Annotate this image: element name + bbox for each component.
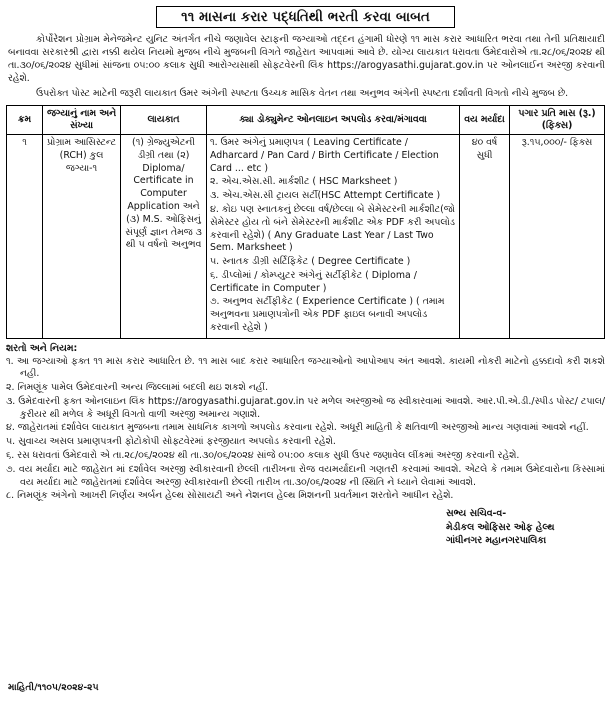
rule-item: ૭. વય મર્યાદા માટે જાહેરાત માં દર્શાવેલ અરજી સ્વીકારવાની છેલ્લી તારીખના રોજ વયમર્યાદાની ગણતરી કરવામાં આવશે. એટલે કે તમામ ઉમેદવારોના કિસ્સામાં વય મર્યાદા માટે જાહેરાતમાં દર્શાવેલ અરજી સ્વીકારવાની છેલ્લી તારીખ તા.૩૦/૦૬/૨૦૨૪ ની સ્થિતિ ને ધ્યાને લેવામાં આવશે. — [6, 463, 605, 488]
page-title: ૧૧ માસના કરાર પદ્ધતિથી ભરતી કરવા બાબત — [156, 6, 455, 28]
cell-age: ૪૦ વર્ષ સુધી — [460, 135, 510, 339]
cell-documents — [207, 135, 460, 339]
signature-line-1: સભ્ય સચિવ-વ- — [446, 508, 507, 520]
document-item: ૭. અનુભવ સર્ટીફીકેટ ( Experience Certificate ) ( તમામ અનુભવના પ્રમાણપત્રોની એક PDF ફાઇલ બનાવી અપલોડ કરવાની રહેશે ) — [210, 296, 445, 333]
intro-paragraph: કોર્પોરેશન પ્રોગ્રામ મેનેજમેન્ટ યુનિટ અંતર્ગત નીચે જણાવેલ સ્ટાફની જગ્યાઓ તદ્દન હંગામી ધોરણે ૧૧ માસ કરાર આધારિત ભરવા તથા તેની પ્રતિક્ષાયાદી બનાવવા સરકારશ્રી દ્વારા નક્કી થયેલ નિયમો મુજબ નીચે મુજબની વિગતે જાહેરાત આપવામાં આવે છે. યોગ્ય લાયકાત ધરાવતા ઉમેદવારોએ તા.૨૮/૦૬/૨૦૨૪ થી તા.૩૦/૦૬/૨૦૨૪ સુધીમાં સાંજના ૦૫:૦૦ કલાક સુધી આરોગ્યસાથી સોફટવેરની લિંક https://arogyasathi.gujarat.gov.in પર ઓનલાઈન અરજી કરવાની રહેશે. — [8, 34, 605, 84]
cell-post: પ્રોગ્રામ આસિસ્ટન્ટ (RCH) કુલ જગ્યા-૧ — [43, 135, 121, 339]
signature-block — [446, 507, 605, 548]
rule-item: ૧. આ જગ્યાઓ ફક્ત ૧૧ માસ કરાર આધારિત છે. ૧૧ માસ બાદ કરાર આધારિત જગ્યાઓનો આપોઆપ અંત આવશે. કાયમી નોકરી માટેનો હક્કદાવો કરી શકશે નહી. — [6, 355, 605, 380]
intro-section — [6, 34, 605, 101]
document-item: ૧. ઉમર અંગેનું પ્રમાણપત્ર ( Leaving Certificate / Adharcard / Pan Card / Birth Certificate / Election Card ... etc ) — [210, 137, 439, 174]
rule-item: ૫. સુવાચ્ય અસલ પ્રમાણપત્રની ફોટોકોપી સોફ્ટવેરમાં ફરજીયાત અપલોડ કરવાની રહેશે. — [6, 436, 336, 448]
cell-sr: ૧ — [7, 135, 43, 339]
details-note: ઉપરોક્ત પોસ્ટ માટેની જરૂરી લાયકાત ઉમર અંગેની સ્પષ્ટતા ઉચ્ચક માસિક વેતન તથા અનુભવ અંગેની સ્પષ્ટતા દર્શાવતી વિગતો નીચે મુજબ છે. — [36, 88, 569, 100]
table-header-row — [7, 106, 605, 135]
rule-item: ૮. નિમણૂંક અંગેનો આખરી નિર્ણય અર્બન હેલ્થ સોસાયટી અને નેશનલ હેલ્થ મિશનની પ્રવર્તમાન શરતોને આધીન રહેશે. — [6, 490, 454, 502]
document-item: ૩. એચ.એસ.સી ટ્રાયલ સર્ટી(HSC Attempt Certificate ) — [210, 190, 441, 202]
cell-salary: રૂ.૧૫,૦૦૦/- ફિક્સ — [510, 135, 605, 339]
signature-line-3: ગાંધીનગર મહાનગરપાલિકા — [446, 535, 547, 547]
rules-list — [6, 356, 605, 504]
table-row — [7, 135, 605, 339]
signature-line-2: મેડીકલ ઓફિસર ઓફ હેલ્થ — [446, 521, 555, 533]
document-item: ૪. કોઇ પણ સ્નાતકનું છેલ્લા વર્ષ/છેલ્લા બે સેમેસ્ટરની માર્કશીટ(જો સેમેસ્ટર હોય તો બંને સેમેસ્ટરની માર્કશીટ એક PDF કરી અપલોડ કરવાની રહેશે) ( Any Graduate Last Year / Last Two Sem. Marksheet ) — [210, 203, 455, 254]
document-item: ૬. ડીપ્લોમાં / કોમ્પ્યુટર અંગેનું સર્ટીફીકેટ ( Diploma / Certificate in Computer ) — [210, 269, 417, 294]
rule-item: ૪. જાહેરાતમાં દર્શાવેલ લાયકાત મુજબના તમામ સાધનિક કાગળો અપલોડ કરવાના રહેશે. અધૂરી માહિતી કે ક્ષતિવાળી અરજીઓ માન્ય ગણવામાં આવશે નહીં. — [6, 422, 589, 434]
posts-table — [6, 105, 605, 339]
header-documents: ક્યા ડોક્યુમેન્ટ ઓનલાઇન અપલોડ કરવા/મંગાવવા — [207, 106, 460, 135]
rules-heading: શરતો અને નિયમ: — [6, 342, 78, 354]
rule-item: ૩. ઉમેદવારની ફક્ત ઓનલાઇન લિંક https://arogyasathi.gujarat.gov.in પર મળેલ અરજીઓ જ સ્વીકારવામાં આવશે. આર.પી.એ.ડી./સ્પીડ પોસ્ટ/ ટપાલ/ કુરીયર થી મળેલ કે અધૂરી વિગતો વાળી અરજી અમાન્ય ગણાશે. — [6, 395, 605, 420]
reference-number: માહિતી/૧૧૦૫/૨૦૨૪-૨૫ — [8, 682, 99, 693]
header-salary: પગાર પ્રતિ માસ (રૂ.) (ફિક્સ) — [510, 106, 605, 135]
document-item: ૫. સ્નાતક ડીગ્રી સર્ટિફિકેટ ( Degree Certificate ) — [210, 256, 411, 268]
header-age: વય મર્યાદા — [460, 106, 510, 135]
rule-item: ૬. રસ ધરાવતાં ઉમેદવારો એ તા.૨૮/૦૬/૨૦૨૪ થી તા.૩૦/૦૬/૨૦૨૪ સાંજે ૦૫:૦૦ કલાક સુધી ઉપર જણાવેલ લીંકમાં અરજી કરવાની રહેશે. — [6, 450, 520, 462]
rule-item: ૨. નિમણૂંક પામેલ ઉમેદવારની અન્ય જિલ્લામાં બદલી થઇ શકશે નહીં. — [6, 382, 269, 394]
header-sr: ક્રમ — [7, 106, 43, 135]
title-wrap — [6, 4, 605, 28]
header-qualification: લાયકાત — [121, 106, 207, 135]
header-post: જગ્યાનું નામ અને સંખ્યા — [43, 106, 121, 135]
cell-qualification: (૧) ગ્રેજ્યુએટની ડીગ્રી તથા (૨) Diploma/ Certificate in Computer Application અને (૩) M.S. ઓફિસનું સંપૂર્ણ જ્ઞાન તેમજ ૩ થી ૫ વર્ષનો અનુભવ — [121, 135, 207, 339]
document-item: ૨. એચ.એસ.સી. માર્કશીટ ( HSC Marksheet ) — [210, 176, 398, 188]
